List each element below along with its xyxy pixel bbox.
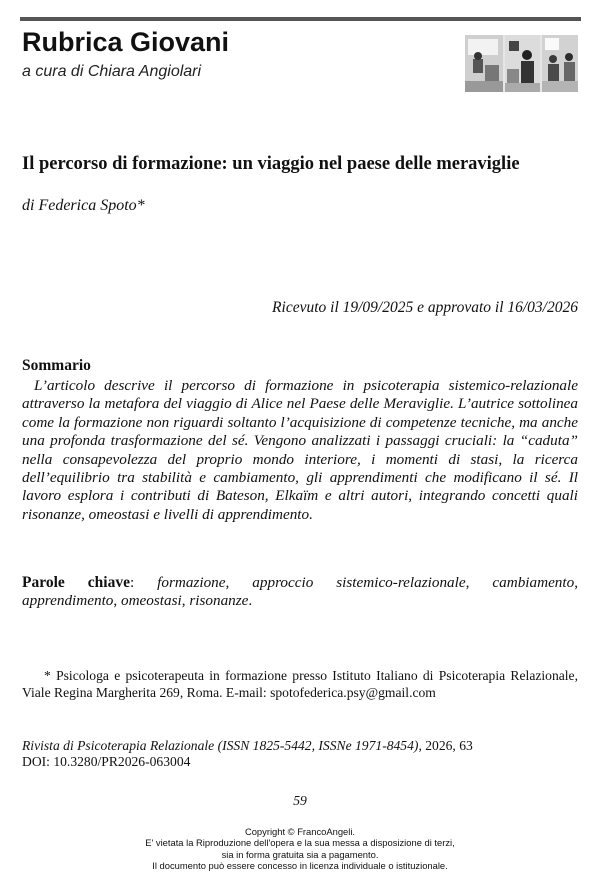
keyword-separator: , — [465, 574, 493, 591]
keyword: omeostasi — [121, 592, 182, 610]
keyword-separator: , — [574, 574, 579, 591]
keyword-separator: , — [181, 592, 190, 610]
keywords — [22, 574, 578, 611]
keywords-end: . — [248, 592, 253, 610]
keyword: apprendimento — [22, 592, 114, 610]
journal-doi: DOI: 10.3280/PR2026-063004 — [22, 754, 191, 770]
keyword-separator: , — [113, 592, 121, 610]
journal-title: Rivista di Psicoterapia Relazionale (ISSN 1825-5442, ISSNe 1971-8454) — [22, 738, 419, 753]
header-rule — [20, 17, 581, 21]
keyword: cambiamento — [492, 574, 575, 591]
copyright-line: Copyright © FrancoAngeli. — [244, 826, 356, 837]
author-footnote: * Psicologa e psicoterapeuta in formazione presso Istituto Italiano di Psicoterapia Relazionale, Viale Regina Margherita 269, Roma. E-mail: spotofederica.psy@gmail.com — [22, 668, 578, 700]
workshop-photo-icon — [465, 35, 578, 92]
keywords-separator: : — [129, 574, 158, 591]
journal-volume: , 2026, 63 — [418, 738, 473, 753]
keywords-label: Parole chiave — [22, 574, 130, 591]
received-date: Ricevuto il 19/09/2025 e approvato il 16/03/2026 — [272, 299, 578, 316]
rubric-title: Rubrica Giovani — [22, 27, 230, 57]
page-number: 59 — [293, 793, 307, 808]
keyword-separator: , — [225, 574, 253, 591]
keyword: risonanze — [189, 592, 249, 610]
keyword: formazione — [157, 574, 226, 591]
copyright-notice — [0, 826, 600, 871]
summary-heading: Sommario — [22, 357, 91, 374]
copyright-line: sia in forma gratuita sia a pagamento. — [221, 848, 379, 860]
rubric-editor: a cura di Chiara Angiolari — [22, 63, 202, 80]
journal-citation — [22, 738, 578, 771]
copyright-line: Il documento può essere concesso in licenza individuale o istituzionale. — [152, 859, 448, 871]
keyword: approccio sistemico-relazionale — [252, 574, 466, 591]
copyright-line: E' vietata la Riproduzione dell'opera e la sua messa a disposizione di terzi, — [145, 837, 455, 849]
article-author: di Federica Spoto* — [22, 197, 145, 214]
summary-text: L’articolo descrive il percorso di formazione in psicoterapia sistemico-relazionale attraverso la metafora del viaggio di Alice nel Paese delle Meraviglie. L’autrice sottolinea come la formazione non riguardi soltanto l’acquisizione di competenze tecniche, ma anche una profonda trasformazione del sé. Vengono analizzati i passaggi cruciali: la “caduta” nella consapevolezza del proprio mondo interiore, i momenti di stasi, la ricerca dell’equilibrio tra stabilità e cambiamento, gli apprendimenti che modificano il sé. Il lavoro esplora i contributi di Bateson, Elkaïm e altri autori, integrando concetti quali risonanze, omeostasi e livelli di apprendimento. — [22, 377, 578, 523]
article-title: Il percorso di formazione: un viaggio nel paese delle meraviglie — [22, 154, 520, 174]
